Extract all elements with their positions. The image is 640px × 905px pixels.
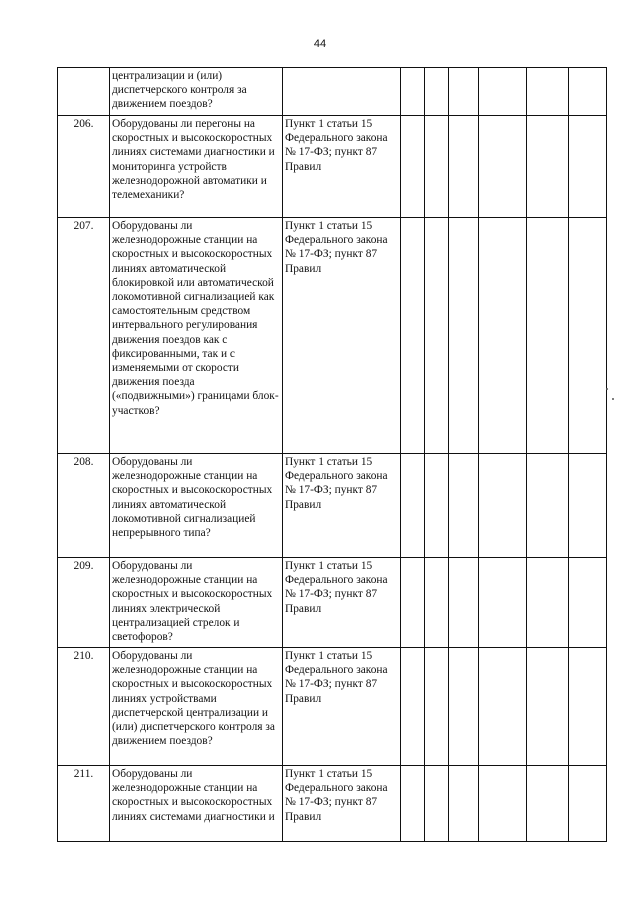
table-row xyxy=(58,558,607,648)
empty-cell xyxy=(479,558,527,648)
table-row xyxy=(58,454,607,558)
empty-cell xyxy=(449,116,479,218)
row-number xyxy=(58,68,110,116)
empty-cell xyxy=(401,218,425,454)
checklist-table xyxy=(57,67,607,842)
row-reference: Пункт 1 статьи 15 Федерального закона № 17-ФЗ; пункт 87 Правил xyxy=(283,558,401,648)
row-number: 208. xyxy=(58,454,110,558)
row-reference: Пункт 1 статьи 15 Федерального закона № 17-ФЗ; пункт 87 Правил xyxy=(283,218,401,454)
empty-cell xyxy=(449,68,479,116)
empty-cell xyxy=(425,648,449,766)
empty-cell xyxy=(569,68,607,116)
table-row xyxy=(58,766,607,842)
table-row xyxy=(58,68,607,116)
empty-cell xyxy=(527,558,569,648)
row-question: Оборудованы ли перегоны на скоростных и высокоскоростных линиях системами диагностики и мониторинга устройств железнодорожной автоматики и телемеханики? xyxy=(110,116,283,218)
empty-cell xyxy=(449,558,479,648)
row-question: Оборудованы ли железнодорожные станции на скоростных и высокоскоростных линиях устройствами диспетчерской централизации и (или) диспетчерского контроля за движением поездов? xyxy=(110,648,283,766)
row-reference: Пункт 1 статьи 15 Федерального закона № 17-ФЗ; пункт 87 Правил xyxy=(283,116,401,218)
empty-cell xyxy=(479,766,527,842)
row-number: 209. xyxy=(58,558,110,648)
empty-cell xyxy=(527,116,569,218)
row-question: Оборудованы ли железнодорожные станции на скоростных и высокоскоростных линиях автоматической локомотивной сигнализацией непрерывного типа? xyxy=(110,454,283,558)
row-reference: Пункт 1 статьи 15 Федерального закона № 17-ФЗ; пункт 87 Правил xyxy=(283,454,401,558)
table-row xyxy=(58,116,607,218)
empty-cell xyxy=(401,454,425,558)
row-reference: Пункт 1 статьи 15 Федерального закона № 17-ФЗ; пункт 87 Правил xyxy=(283,648,401,766)
empty-cell xyxy=(401,68,425,116)
empty-cell xyxy=(425,558,449,648)
row-question: Оборудованы ли железнодорожные станции на скоростных и высокоскоростных линиях электрической централизацией стрелок и светофоров? xyxy=(110,558,283,648)
row-question: централизации и (или) диспетчерского контроля за движением поездов? xyxy=(110,68,283,116)
empty-cell xyxy=(527,218,569,454)
empty-cell xyxy=(425,766,449,842)
row-question: Оборудованы ли железнодорожные станции на скоростных и высокоскоростных линиях автоматической блокировкой или автоматической локомотивной сигнализацией как самостоятельным средством интервального регулирования движения поездов как с фиксированными, так и с изменяемыми от скорости движения поезда («подвижными») границами блок-участков? xyxy=(110,218,283,454)
empty-cell xyxy=(449,766,479,842)
empty-cell xyxy=(527,766,569,842)
empty-cell xyxy=(479,218,527,454)
empty-cell xyxy=(569,558,607,648)
empty-cell xyxy=(425,454,449,558)
row-reference: Пункт 1 статьи 15 Федерального закона № 17-ФЗ; пункт 87 Правил xyxy=(283,766,401,842)
empty-cell xyxy=(527,454,569,558)
empty-cell xyxy=(569,766,607,842)
empty-cell xyxy=(569,454,607,558)
empty-cell xyxy=(569,648,607,766)
row-number: 207. xyxy=(58,218,110,454)
empty-cell xyxy=(401,116,425,218)
empty-cell xyxy=(569,218,607,454)
row-reference xyxy=(283,68,401,116)
page-number: 44 xyxy=(313,38,327,50)
empty-cell xyxy=(401,766,425,842)
scan-speck xyxy=(606,388,608,390)
empty-cell xyxy=(527,648,569,766)
empty-cell xyxy=(425,116,449,218)
row-number: 210. xyxy=(58,648,110,766)
empty-cell xyxy=(401,558,425,648)
empty-cell xyxy=(425,68,449,116)
empty-cell xyxy=(479,68,527,116)
empty-cell xyxy=(449,218,479,454)
empty-cell xyxy=(569,116,607,218)
table-row xyxy=(58,218,607,454)
row-question: Оборудованы ли железнодорожные станции на скоростных и высокоскоростных линиях системами диагностики и xyxy=(110,766,283,842)
empty-cell xyxy=(479,648,527,766)
empty-cell xyxy=(479,454,527,558)
empty-cell xyxy=(401,648,425,766)
table-row xyxy=(58,648,607,766)
scan-speck xyxy=(612,398,614,400)
row-number: 206. xyxy=(58,116,110,218)
empty-cell xyxy=(479,116,527,218)
empty-cell xyxy=(449,648,479,766)
empty-cell xyxy=(527,68,569,116)
empty-cell xyxy=(449,454,479,558)
row-number: 211. xyxy=(58,766,110,842)
empty-cell xyxy=(425,218,449,454)
